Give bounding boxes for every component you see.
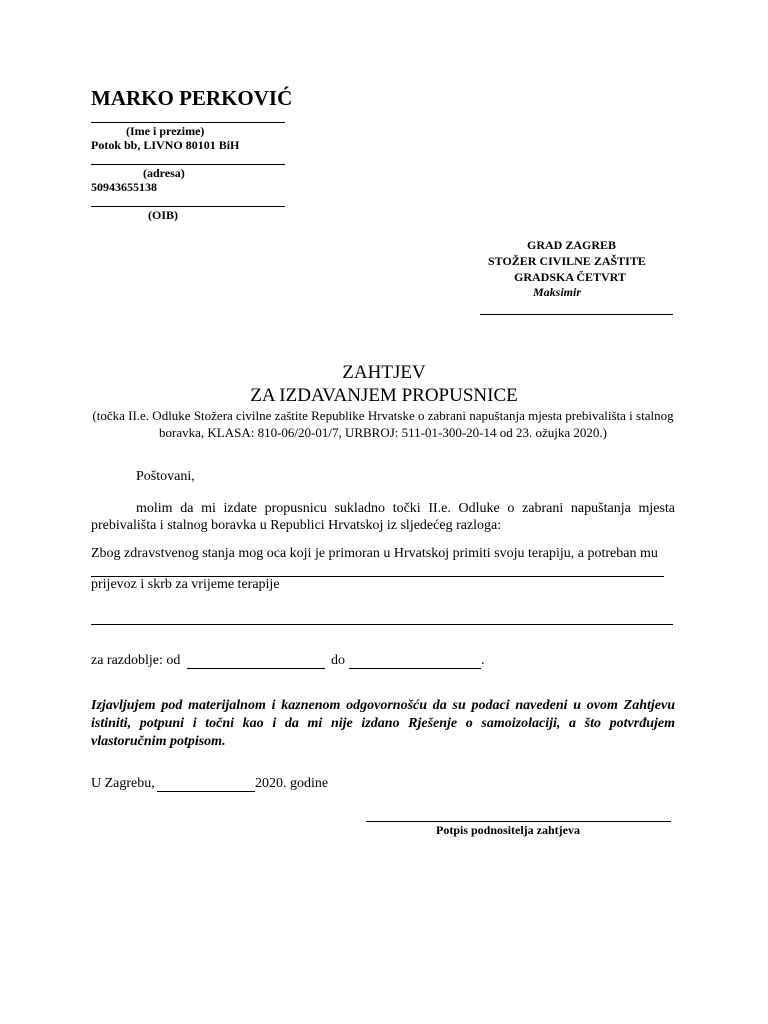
signature-line [366, 821, 671, 822]
signature-caption: Potpis podnositelja zahtjeva [436, 823, 580, 837]
period-from-line [187, 668, 325, 669]
recipient-line2: STOŽER CIVILNE ZAŠTITE [488, 254, 646, 268]
reason-line2: prijevoz i skrb za vrijeme terapije [91, 577, 280, 592]
oib-caption: (OIB) [148, 208, 178, 222]
applicant-oib: 50943655138 [91, 180, 157, 194]
applicant-name: MARKO PERKOVIĆ [91, 86, 293, 110]
period-label: za razdoblje: od [91, 653, 181, 668]
oib-line [91, 206, 285, 207]
recipient-line [480, 314, 673, 315]
document-subtitle: ZA IZDAVANJEM PROPUSNICE [250, 385, 518, 406]
applicant-address: Potok bb, LIVNO 80101 BiH [91, 138, 240, 152]
address-line [91, 164, 285, 165]
recipient-line4: Maksimir [533, 285, 582, 299]
request-paragraph: molim da mi izdate propusnicu sukladno točki II.e. Odluke o zabrani napuštanja mjesta prebivališta i stalnog boravka u Republici Hrvatskoj iz sljedećeg razloga: [91, 501, 675, 533]
recipient-line3: GRADSKA ČETVRT [514, 270, 626, 284]
period-to-line [349, 668, 481, 669]
name-line [91, 122, 285, 123]
greeting: Poštovani, [136, 469, 195, 484]
document-title: ZAHTJEV [342, 362, 426, 383]
period-to-label: do [331, 653, 345, 668]
place-prefix: U Zagrebu, [91, 776, 155, 791]
legal-reference: (točka II.e. Odluke Stožera civilne zaštite Republike Hrvatske o zabrani napuštanja mjesta prebivališta i stalnog boravka, KLASA: 810-06/20-01/7, URBROJ: 511-01-300-20-14 od 23. ožujka 2020.) [92, 408, 674, 440]
name-caption: (Ime i prezime) [126, 124, 205, 138]
reason-fill-line2 [91, 624, 673, 625]
address-caption: (adresa) [143, 166, 185, 180]
reason-line1: Zbog zdravstvenog stanja mog oca koji je primoran u Hrvatskoj primiti svoju terapiju, a potreban mu [91, 546, 658, 561]
date-line [157, 791, 255, 792]
declaration: Izjavljujem pod materijalnom i kaznenom odgovornošću da su podaci navedeni u ovom Zahtjevu istiniti, potpuni i točni kao i da mi nije izdano Rješenje o samoizolaciji, a što potvrđujem vlastoručnim potpisom. [91, 698, 675, 749]
year-suffix: 2020. godine [255, 776, 329, 791]
period-end: . [481, 653, 485, 668]
recipient-line1: GRAD ZAGREB [527, 238, 617, 252]
